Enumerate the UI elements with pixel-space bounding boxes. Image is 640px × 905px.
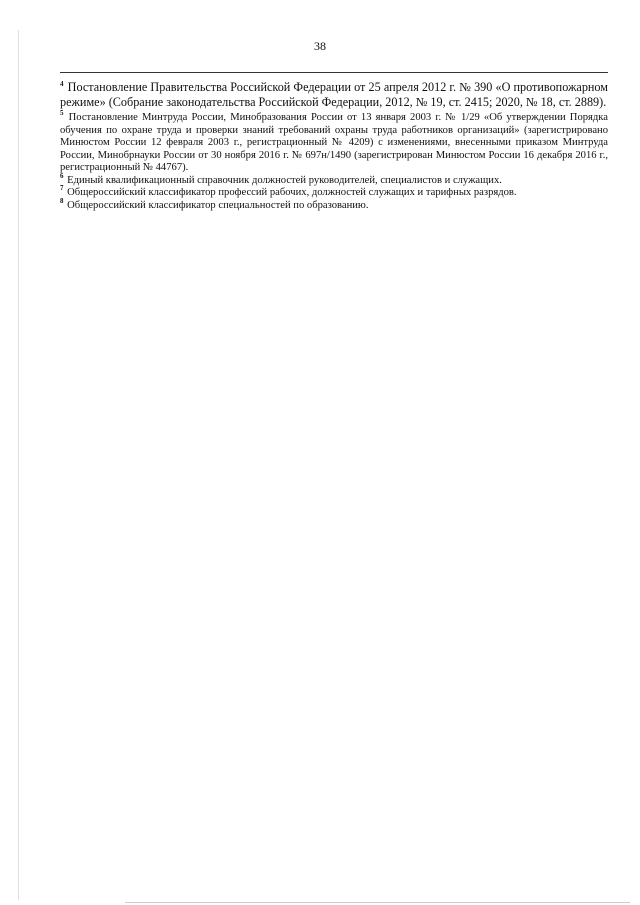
footnote-marker: 5 xyxy=(60,109,64,118)
footnote-6 xyxy=(60,171,608,188)
footnote-text: Постановление Правительства Российской Федерации от 25 апреля 2012 г. № 390 «О противопожарном режиме» (Собрание законодательства Российской Федерации, 2012, № 19, ст. 2415; 2020, № 18, ст. 2889). xyxy=(60,80,609,109)
footnote-marker: 4 xyxy=(60,79,64,88)
footnote-text: Общероссийский классификатор специальностей по образованию. xyxy=(67,199,369,211)
footnote-text: Постановление Минтруда России, Минобразования России от 13 января 2003 г. № 1/29 «Об утверждении Порядка обучения по охране труда и проверки знаний требований охраны труда работников организаций» (зарегистрировано Минюстом России 12 февраля 2003 г., регистрационный № 4209) с изменениями, внесенными приказом Минтруда России, Минобрнауки России от 30 ноября 2016 г. № 697н/1490 (зарегистрирован Минюстом России 16 декабря 2016 г., регистрационный № 44767). xyxy=(60,112,608,173)
scan-left-edge xyxy=(18,30,19,900)
footnote-text: Общероссийский классификатор профессий рабочих, должностей служащих и тарифных разрядов. xyxy=(67,187,517,198)
footnote-8 xyxy=(60,196,608,213)
page-number: 38 xyxy=(314,39,326,53)
footnotes-block xyxy=(60,80,608,212)
footnote-separator xyxy=(60,72,608,73)
footnote-marker: 7 xyxy=(60,184,64,193)
scan-bottom-edge xyxy=(125,902,630,903)
footnote-marker: 8 xyxy=(60,196,64,205)
footnote-7 xyxy=(60,184,608,200)
footnote-5 xyxy=(60,109,608,175)
footnote-4 xyxy=(60,80,608,110)
footnote-text: Единый квалификационный справочник должностей руководителей, специалистов и служащих. xyxy=(67,174,502,186)
footnote-marker: 6 xyxy=(60,171,64,180)
